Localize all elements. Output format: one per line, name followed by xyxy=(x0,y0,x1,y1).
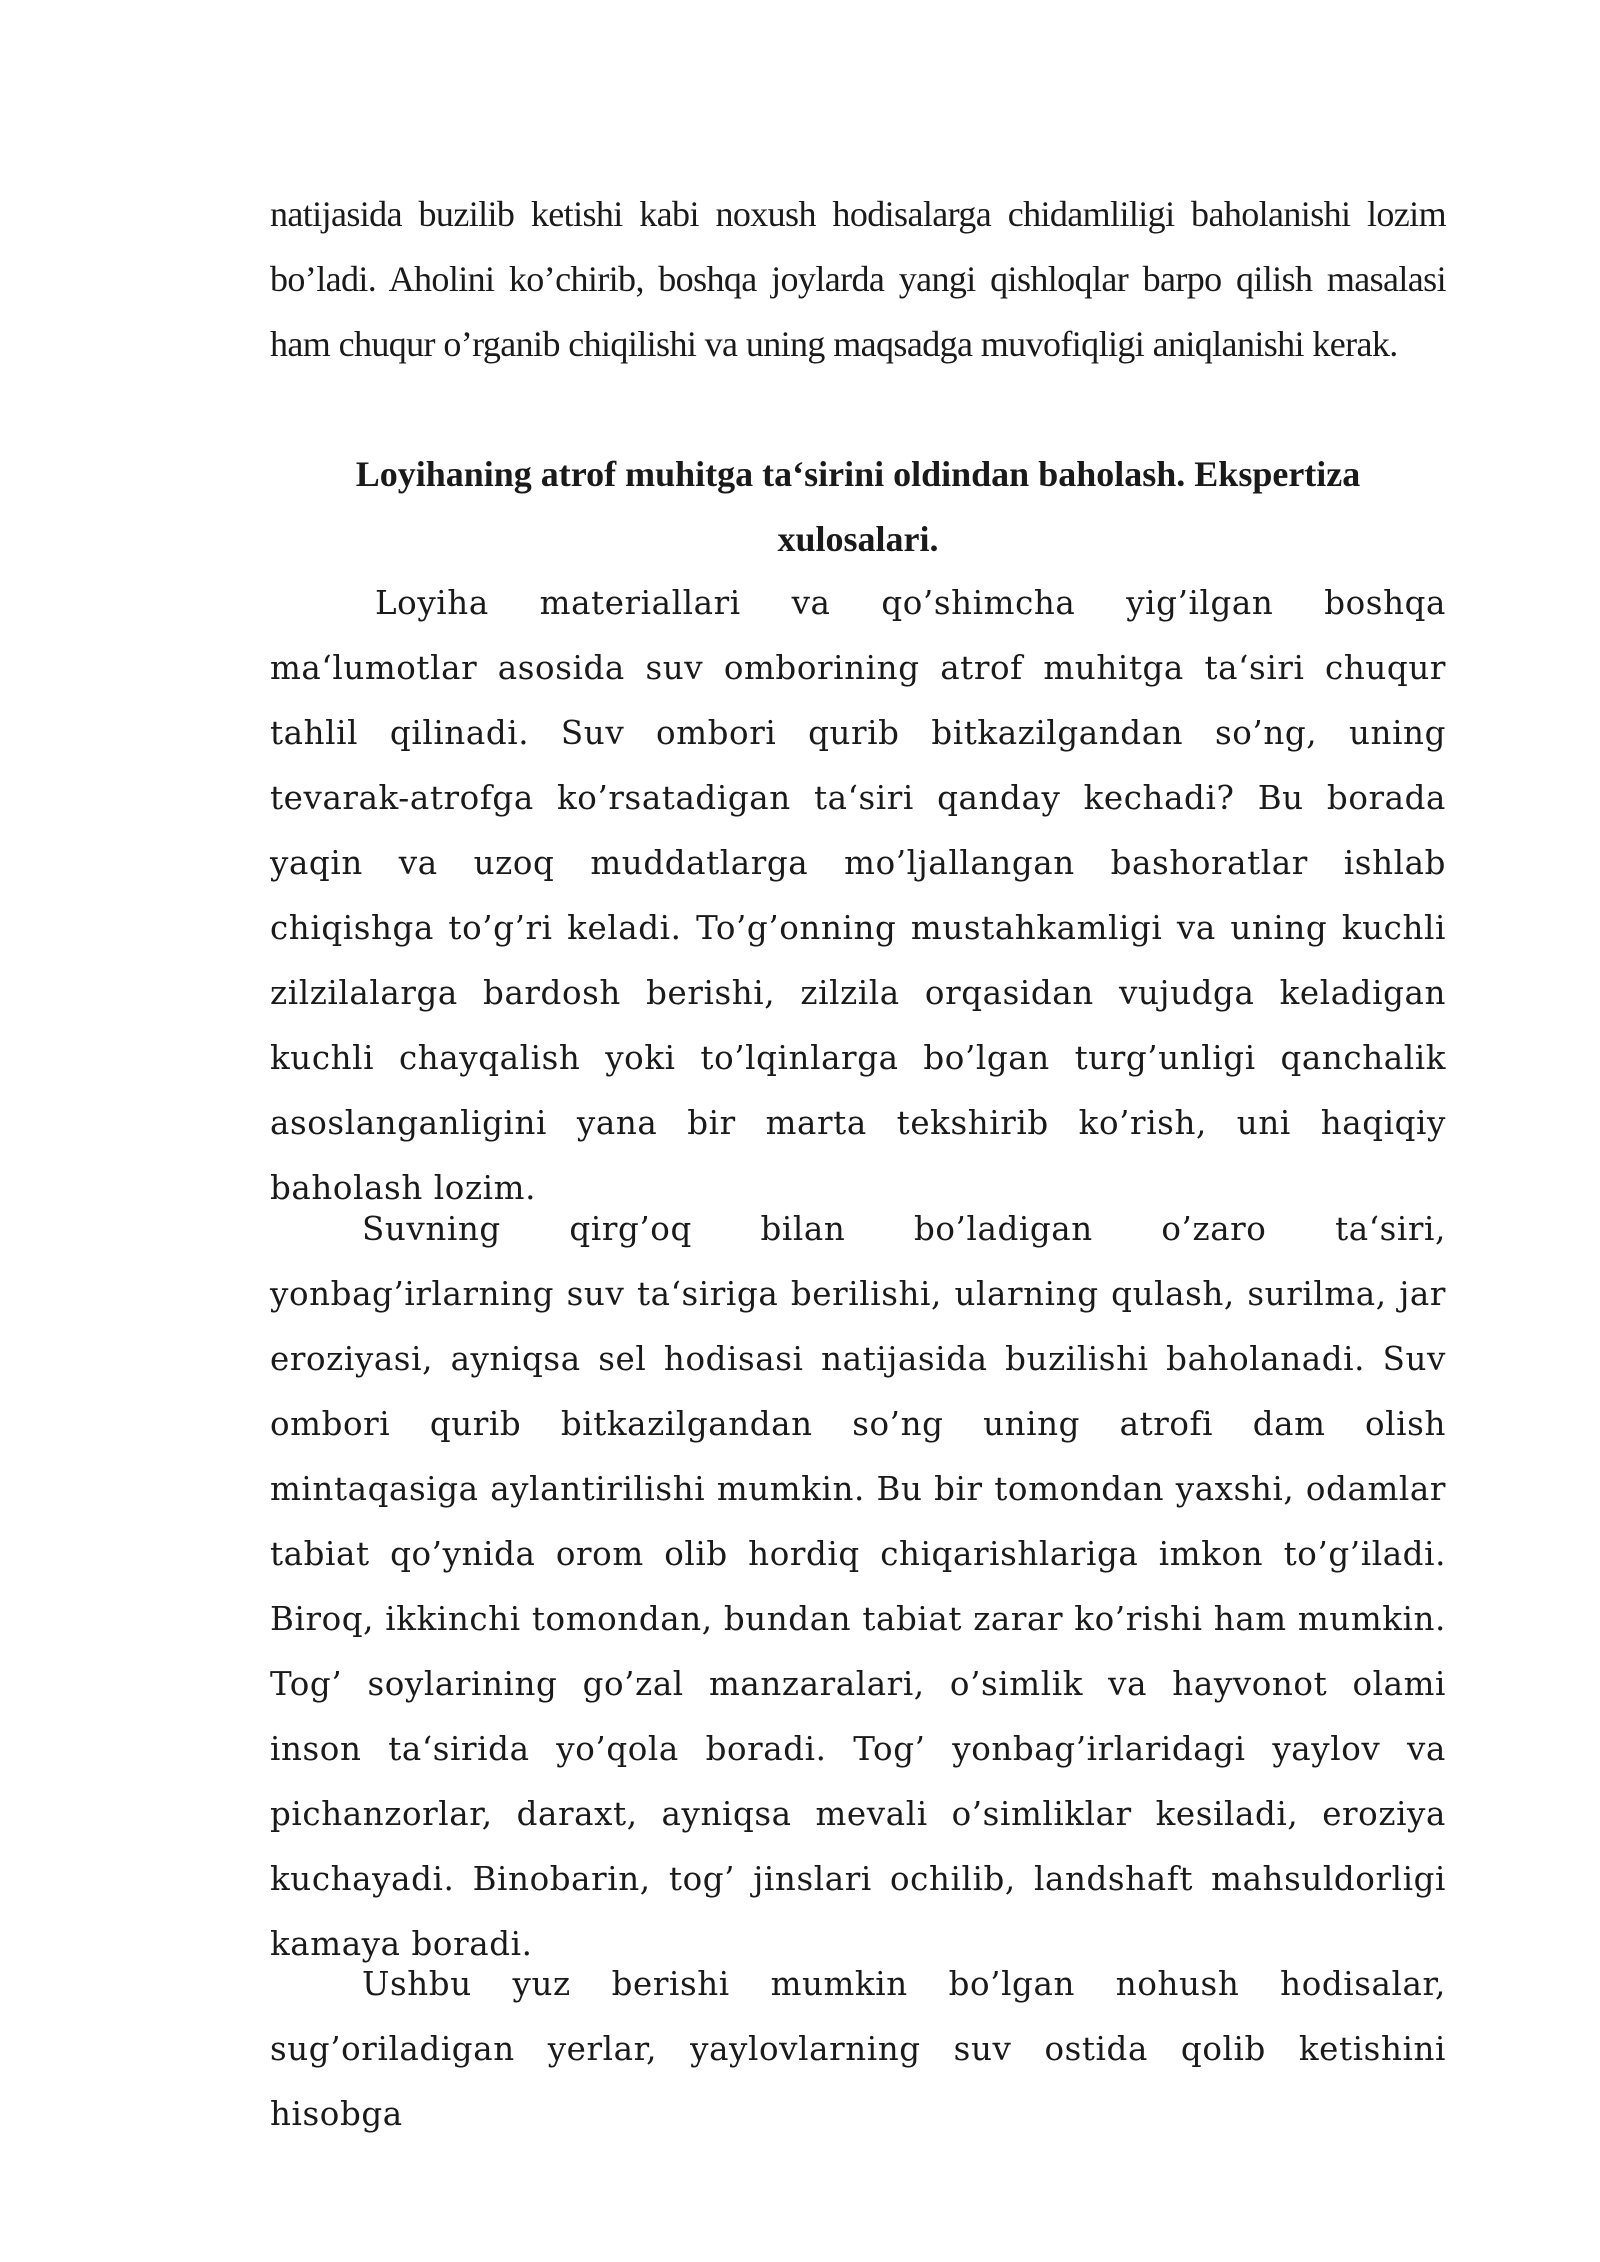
body-paragraph-3: Ushbu yuz berishi mumkin bo’lgan nohush hodisalar, sug’oriladigan yerlar, yaylovlarning suv ostida qolib ketishini hisobga xyxy=(270,1965,1446,2133)
section-heading-line-2: xulosalari. xyxy=(777,519,939,559)
continuation-paragraph: natijasida buzilib ketishi kabi noxush hodisalarga chidamliligi baholanishi lozim bo’ladi. Aholini ko’chirib, boshqa joylarda yangi qishloqlar barpo qilish masalasi ham chuqur o’rganib chiqilishi va uning maqsadga muvofiqligi aniqlanishi kerak. xyxy=(270,194,1446,364)
section-heading-line-1: Loyihaning atrof muhitga ta‘sirini oldindan baholash. Ekspertiza xyxy=(355,454,1361,494)
body-paragraph-1: Loyiha materiallari va qo’shimcha yig’ilgan boshqa ma‘lumotlar asosida suv omborining atrof muhitga ta‘siri chuqur tahlil qilinadi. Suv ombori qurib bitkazilgandan so’ng, uning tevarak-atrofga ko’rsatadigan ta‘siri qanday kechadi? Bu borada yaqin va uzoq muddatlarga mo’ljallangan bashoratlar ishlab chiqishga to’g’ri keladi. To’g’onning mustahkamligi va uning kuchli zilzilalarga bardosh berishi, zilzila orqasidan vujudga keladigan kuchli chayqalish yoki to’lqinlarga bo’lgan turg’unligi qanchalik asoslanganligini yana bir marta tekshirib ko’rish, uni haqiqiy baholash lozim. xyxy=(270,584,1446,1207)
body-paragraph-2: Suvning qirg’oq bilan bo’ladigan o’zaro ta‘siri, yonbag’irlarning suv ta‘siriga berilishi, ularning qulash, surilma, jar eroziyasi, ayniqsa sel hodisasi natijasida buzilishi baholanadi. Suv ombori qurib bitkazilgandan so’ng uning atrofi dam olish mintaqasiga aylantirilishi mumkin. Bu bir tomondan yaxshi, odamlar tabiat qo’ynida orom olib hordiq chiqarishlariga imkon to’g’iladi. Biroq, ikkinchi tomondan, bundan tabiat zarar ko’rishi ham mumkin. Tog’ soylarining go’zal manzaralari, o’simlik va hayvonot olami inson ta‘sirida yo’qola boradi. Tog’ yonbag’irlaridagi yaylov va pichanzorlar, daraxt, ayniqsa mevali o’simliklar kesiladi, eroziya kuchayadi. Binobarin, tog’ jinslari ochilib, landshaft mahsuldorligi kamaya boradi. xyxy=(270,1210,1446,1963)
